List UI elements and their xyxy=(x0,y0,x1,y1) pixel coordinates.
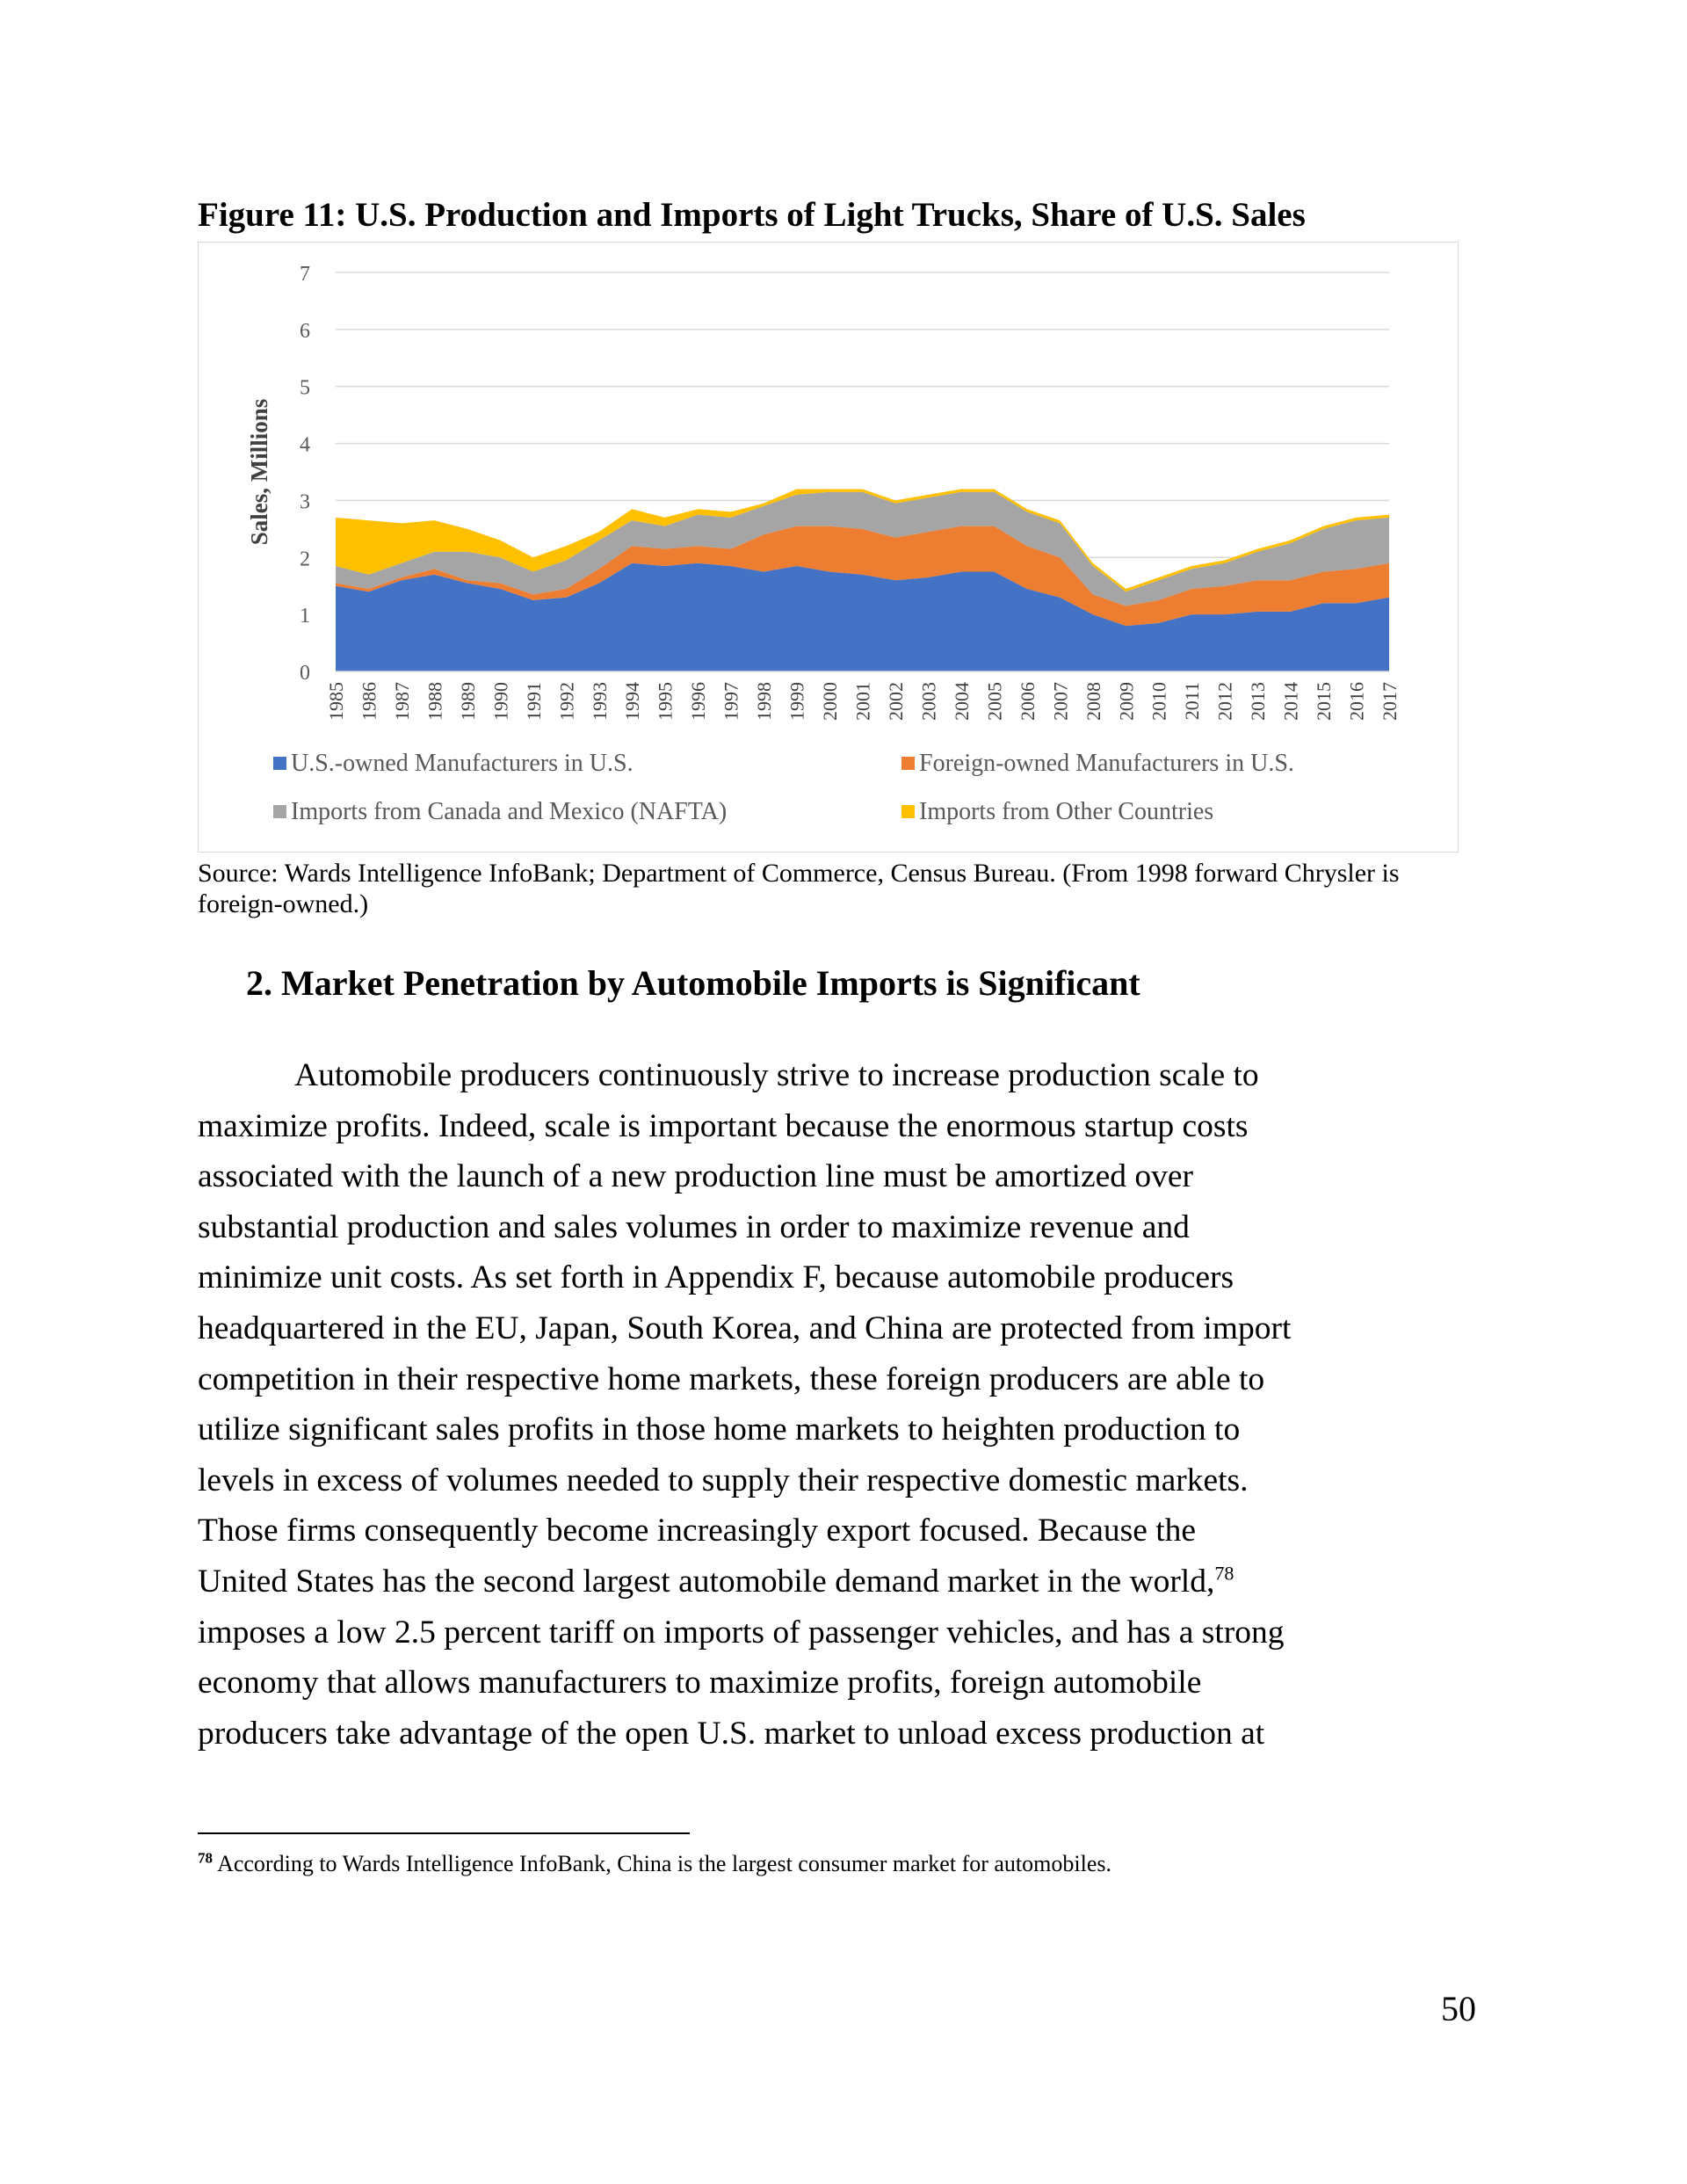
paragraph-line: imposes a low 2.5 percent tariff on imports of passenger vehicles, and has a strong xyxy=(198,1614,1285,1651)
x-tick-label: 2009 xyxy=(1115,682,1138,721)
x-tick-label: 1999 xyxy=(786,682,808,721)
y-tick-label: 3 xyxy=(300,490,310,514)
x-tick-label: 2016 xyxy=(1345,682,1368,721)
body-paragraph xyxy=(198,1050,1489,1759)
y-tick-label: 0 xyxy=(300,662,310,685)
x-tick-label: 2000 xyxy=(819,682,842,721)
x-tick-label: 1996 xyxy=(687,682,710,721)
chart-container xyxy=(198,242,1459,853)
footnote-text: According to Wards Intelligence InfoBank, China is the largest consumer market for automobiles. xyxy=(217,1851,1111,1876)
legend-swatch xyxy=(901,805,915,818)
page-number: 50 xyxy=(1441,1989,1476,2028)
paragraph-line: levels in excess of volumes needed to supply their respective domestic markets. xyxy=(198,1462,1249,1498)
legend-label: Foreign-owned Manufacturers in U.S. xyxy=(919,750,1294,777)
x-tick-label: 2014 xyxy=(1279,682,1302,721)
x-tick-label: 2017 xyxy=(1379,682,1401,721)
paragraph-line: producers take advantage of the open U.S. market to unload excess production at xyxy=(198,1715,1265,1752)
x-tick-label: 2001 xyxy=(851,682,874,721)
x-tick-label: 1987 xyxy=(390,682,413,721)
x-tick-label: 1997 xyxy=(720,682,742,721)
footnote xyxy=(198,1851,1111,1877)
legend-swatch xyxy=(273,757,286,770)
paragraph-line-text: United States has the second largest automobile demand market in the world, xyxy=(198,1563,1215,1600)
paragraph-line: substantial production and sales volumes in order to maximize revenue and xyxy=(198,1208,1190,1245)
paragraph-line: competition in their respective home markets, these foreign producers are able to xyxy=(198,1360,1265,1397)
x-tick-label: 2012 xyxy=(1213,682,1236,721)
paragraph-line: economy that allows manufacturers to maximize profits, foreign automobile xyxy=(198,1665,1202,1701)
y-tick-label: 2 xyxy=(300,548,310,571)
y-axis-label: Sales, Millions xyxy=(246,398,272,546)
x-tick-label: 1986 xyxy=(358,682,380,721)
footnote-divider xyxy=(198,1832,690,1834)
footnote-number: 78 xyxy=(198,1849,213,1867)
paragraph-line: maximize profits. Indeed, scale is important because the enormous startup costs xyxy=(198,1107,1249,1144)
x-tick-label: 2010 xyxy=(1148,682,1170,721)
x-tick-label: 2003 xyxy=(917,682,940,721)
legend-label: Imports from Other Countries xyxy=(919,798,1214,825)
x-tick-label: 2004 xyxy=(950,682,973,721)
x-tick-label: 1990 xyxy=(489,682,512,721)
paragraph-line: Those firms consequently become increasingly export focused. Because the xyxy=(198,1513,1197,1549)
footnote-reference[interactable]: 78 xyxy=(1214,1562,1234,1585)
figure-source: Source: Wards Intelligence InfoBank; Department of Commerce, Census Bureau. (From 1998 forward Chrysler is foreign-owned.) xyxy=(198,859,1400,918)
section-heading: 2. Market Penetration by Automobile Imports is Significant xyxy=(246,963,1140,1003)
x-tick-label: 1998 xyxy=(753,682,776,721)
x-tick-label: 2015 xyxy=(1313,682,1336,721)
y-tick-label: 7 xyxy=(300,263,310,286)
x-tick-label: 2007 xyxy=(1049,682,1072,721)
x-tick-label: 1985 xyxy=(325,682,347,721)
x-tick-label: 1995 xyxy=(654,682,677,721)
legend-swatch xyxy=(901,757,915,770)
paragraph-line: Automobile producers continuously strive to increase production scale to xyxy=(294,1057,1259,1093)
paragraph-line: utilize significant sales profits in those home markets to heighten production to xyxy=(198,1411,1241,1448)
chart-svg xyxy=(199,243,1459,853)
legend-label: Imports from Canada and Mexico (NAFTA) xyxy=(291,798,728,825)
x-tick-label: 2011 xyxy=(1181,682,1204,721)
y-tick-label: 4 xyxy=(300,433,310,457)
legend-label: U.S.-owned Manufacturers in U.S. xyxy=(291,750,634,777)
paragraph-line xyxy=(198,1556,1489,1607)
paragraph-line: minimize unit costs. As set forth in Appendix F, because automobile producers xyxy=(198,1259,1234,1296)
x-tick-label: 1991 xyxy=(522,682,545,721)
y-tick-label: 5 xyxy=(300,376,310,400)
x-tick-label: 1992 xyxy=(555,682,578,721)
x-tick-label: 1993 xyxy=(588,682,611,721)
x-tick-label: 1994 xyxy=(621,682,644,721)
paragraph-line: associated with the launch of a new production line must be amortized over xyxy=(198,1158,1193,1195)
x-tick-label: 2013 xyxy=(1247,682,1270,721)
x-tick-label: 2006 xyxy=(1016,682,1039,721)
x-tick-label: 2005 xyxy=(983,682,1006,721)
figure-title: Figure 11: U.S. Production and Imports of Light Trucks, Share of U.S. Sales xyxy=(198,196,1306,234)
x-tick-label: 1988 xyxy=(424,682,446,721)
y-tick-label: 6 xyxy=(300,319,310,343)
x-tick-label: 2008 xyxy=(1082,682,1104,721)
y-tick-label: 1 xyxy=(300,605,310,628)
paragraph-line: headquartered in the EU, Japan, South Korea, and China are protected from import xyxy=(198,1310,1292,1346)
legend-swatch xyxy=(273,805,286,818)
x-tick-label: 1989 xyxy=(456,682,479,721)
x-tick-label: 2002 xyxy=(884,682,907,721)
